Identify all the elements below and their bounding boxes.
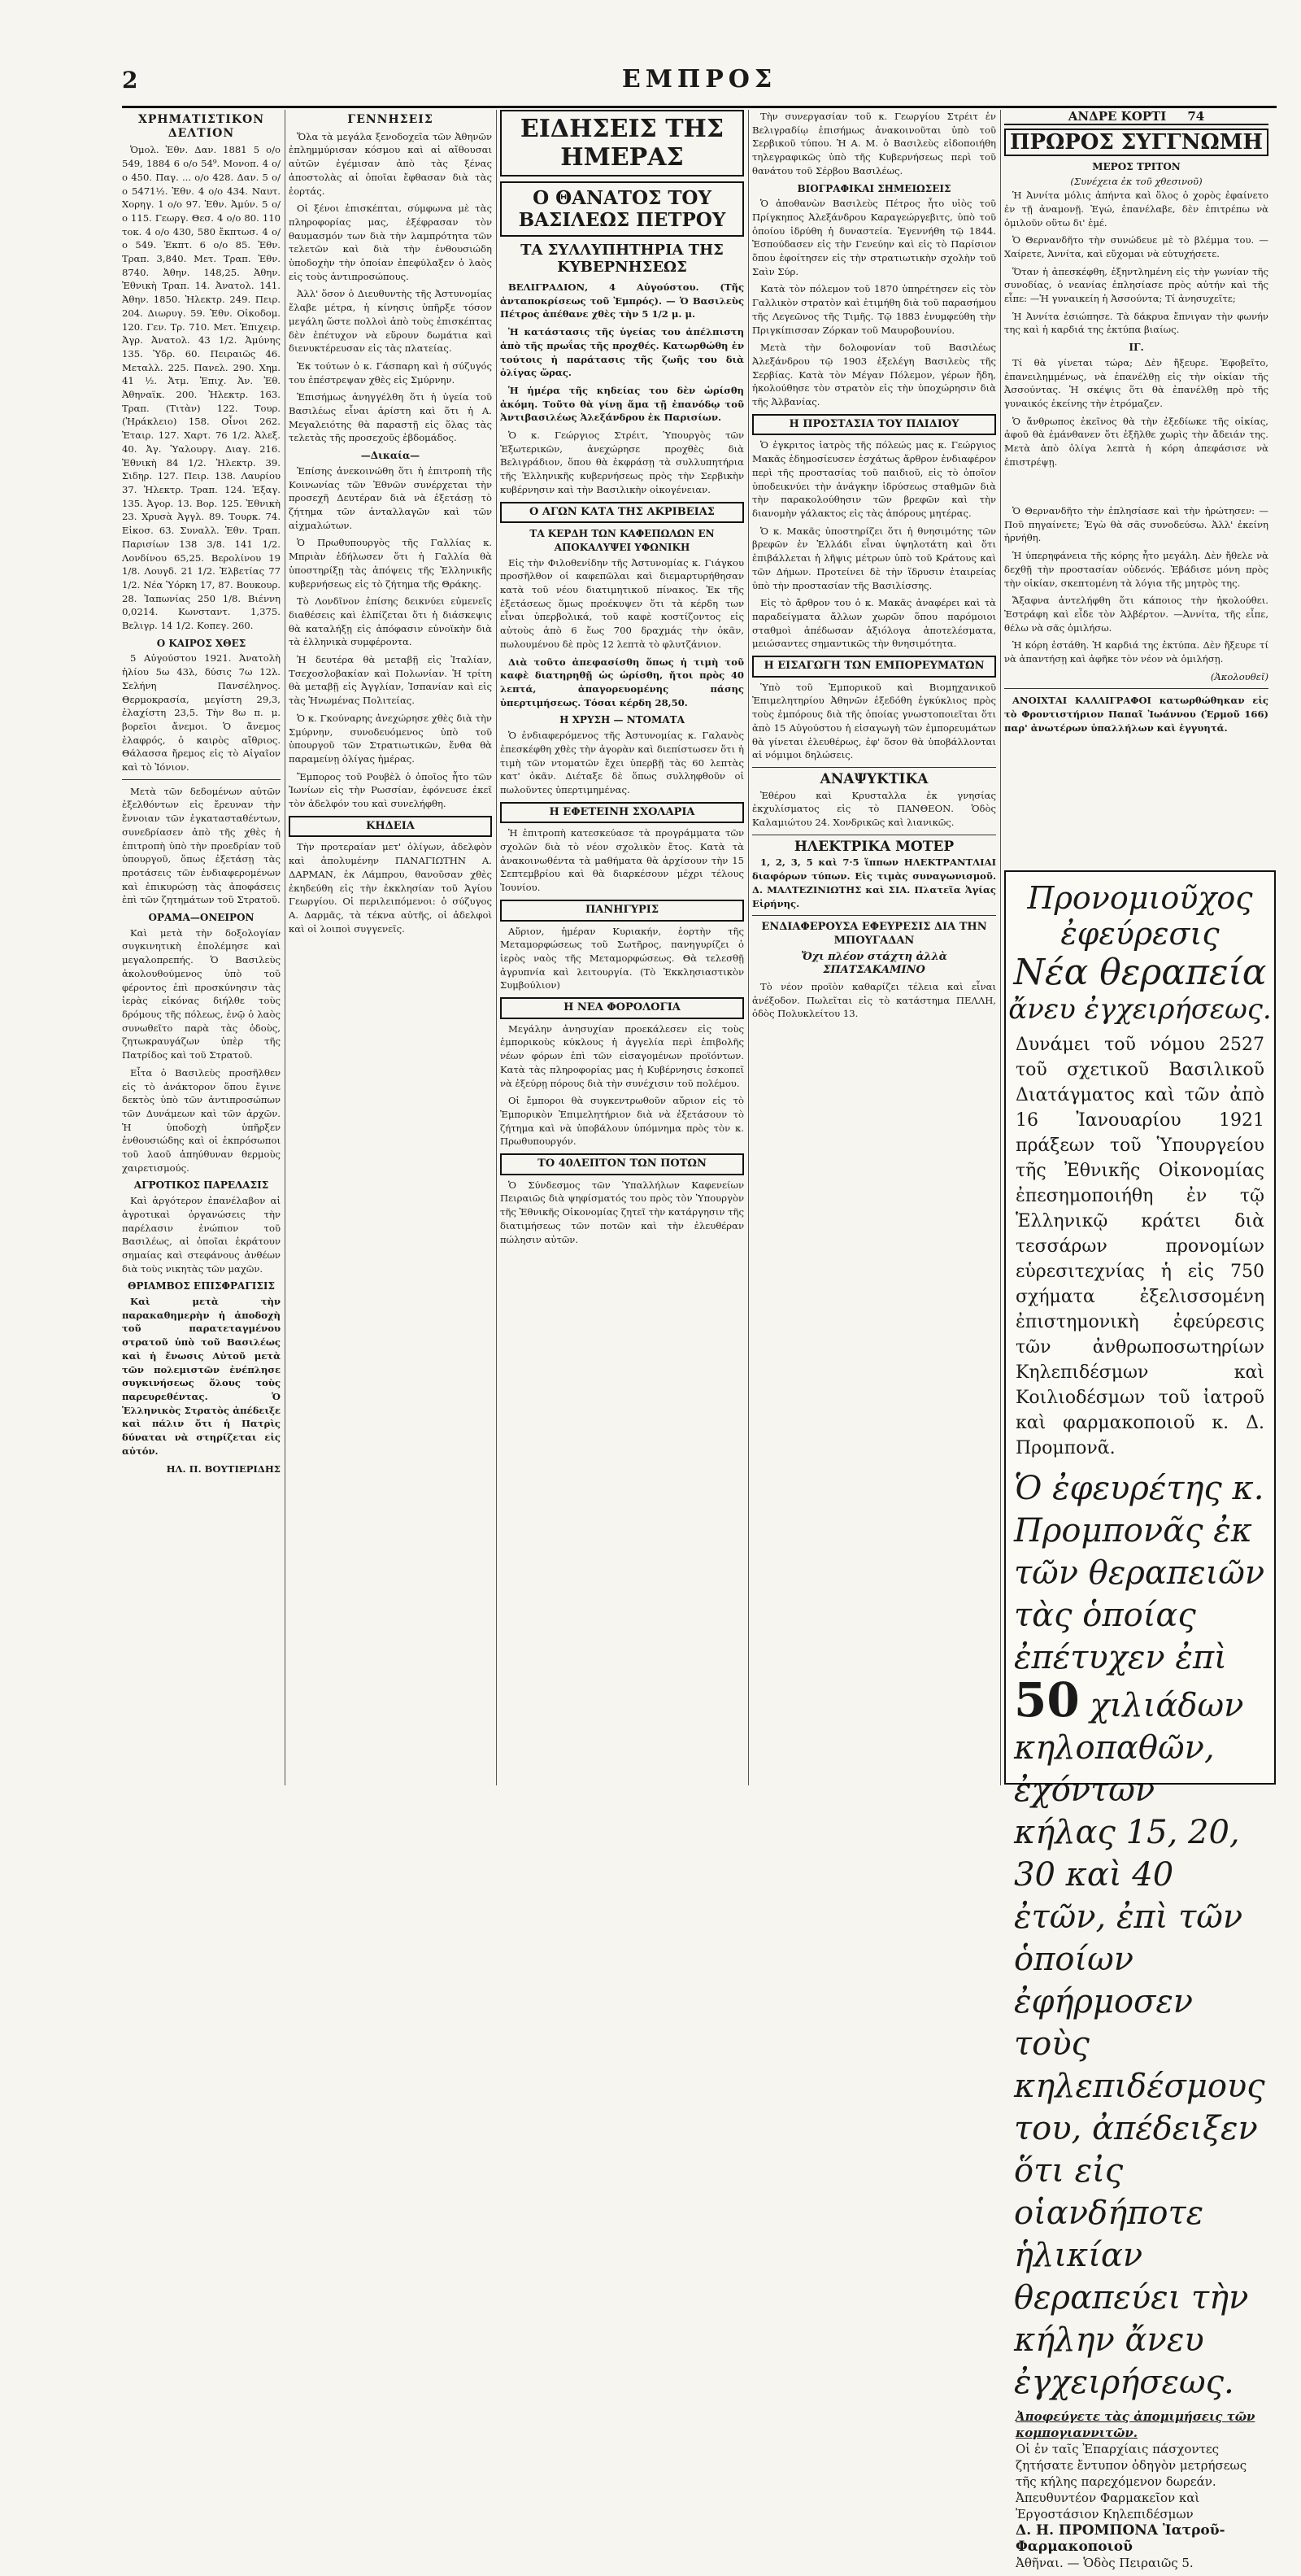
divider [752,767,996,768]
column-rule [748,110,749,1785]
ad-footer-text: Οἱ ἐν ταῖς Ἐπαρχίαις πάσχοντες ζητήσατε ἔντυπον ὁδηγὸν μετρήσεως τῆς κήλης παρεχόμενον δωρεάν. [1016,2442,1247,2489]
ad-invention-subtitle: Ὄχι πλέον στάχτη ἀλλὰ ΣΠΑΤΣΑΚΑΜΙΝΟ [801,950,947,977]
article-paragraph: Ὁ ἐγκριτος ἰατρὸς τῆς πόλεώς μας κ. Γεώργιος Μακᾶς ἐδημοσίευσεν ἐσχάτως ἄρθρον ἐνδιαφέρον περὶ τῆς προστασίας τοῦ παιδιοῦ, εἰς τὸ ὁποῖον ὑποδεικνύει τὴν ἀνάγκην ἱδρύσεως σταθμῶν διὰ τὴν παρακολούθησιν τῶν βρεφῶν καὶ τὴν διανομὴν γάλακτος εἰς τὰς ἀπόρους μητέρας. [752,439,996,519]
funeral-title: ΚΗΔΕΙΑ [289,816,492,838]
ad-refreshments-title: ΑΝΑΨΥΚΤΙΚΑ [820,770,929,787]
section-title: ΓΕΝΝΗΣΕΙΣ [347,113,433,126]
ad-headline-3: ἄνευ ἐγχειρήσεως. [1008,993,1272,1026]
king-death-subheadline: ΤΑ ΣΥΛΛΥΠΗΤΗΡΙΑ ΤΗΣ ΚΥΒΕΡΝΗΣΕΩΣ [520,242,724,276]
ad-claim [1006,1467,1274,2404]
hernia-truss-advertisement [1004,870,1276,2570]
ad-warning: Ἀποφεύγετε τὰς ἀπομιμήσεις τῶν κομπογιαννιτῶν. [1016,2409,1255,2440]
article-paragraph: Ὁ κ. Γεώργιος Στρέιτ, Ὑπουργὸς τῶν Ἐξωτερικῶν, ἀνεχώρησε προχθὲς διὰ Βελιγράδιον, ὅπου θὰ ἐκφράσῃ τὰ συλλυπητήρια τῆς Ἑλληνικῆς κυβερνήσεως πρὸς τὴν Σερβικὴν κυβέρνησιν καὶ τὴν Βασιλικὴν οἰκογένειαν. [500,429,744,495]
king-death-headline: Ο ΘΑΝΑΤΟΣ ΤΟΥ ΒΑΣΙΛΕΩΣ ΠΕΤΡΟΥ [500,181,744,237]
ad-refreshments-text: Ἐθέρου καὶ Κρυσταλλα ἐκ γνησίας ἐκχυλίσματος εἰς τὸ ΠΑΝΘΕΟΝ. Ὁδὸς Καλαμιώτου 24. Χονδρικῶς καὶ λιανικῶς. [752,789,996,829]
serial-title: ΠΡΩΡΟΣ ΣΥΓΓΝΩΜΗ [1004,129,1268,156]
article-paragraph: Ἐκ τούτων ὁ κ. Γάσπαρη καὶ ἡ σύζυγός του ἐπέστρεψαν χθὲς εἰς Σμύρνην. [289,360,492,386]
serial-continuation: (Συνέχεια ἐκ τοῦ χθεσινοῦ) [1070,176,1203,188]
market-report-title: ΧΡΗΜΑΤΙΣΤΙΚΟΝ ΔΕΛΤΙΟΝ [138,113,264,140]
article-paragraph: Ὁ Πρωθυπουργὸς τῆς Γαλλίας κ. Μπριὰν ἐδήλωσεν ὅτι ἡ Γαλλία θὰ ὑποστηρίξῃ τὰς ἀπόψεις τῆς Ἑλληνικῆς κυβερνήσεως εἰς τὸ ζήτημα τῆς Θράκης. [289,537,492,590]
article-paragraph: Τὴν συνεργασίαν τοῦ κ. Γεωργίου Στρέιτ ἐν Βελιγραδίῳ ἐπισήμως ἀνακοινοῦται ὑπὸ τοῦ Σερβικοῦ τύπου. Ἡ Α. Μ. ὁ Βασιλεὺς εἰδοποιήθη τηλεγραφικῶς ὑπὸ τῆς Κυβερνήσεως περὶ τοῦ θανάτου τοῦ Σέρβου Βασιλέως. [752,111,996,177]
article-paragraph: Μετὰ τῶν δεδομένων αὐτῶν ἐξελθόντων εἰς ἔρευναν τὴν ἔννοιαν τῶν ἐγκατασταθέντων, συνεδρίασεν ἀπὸ τῆς χθὲς ἡ ἐπιτροπὴ ὑπὸ τὴν προεδρίαν τοῦ ὑπουργοῦ, ὅπως ἐξετάσῃ τὰς προτάσεις τῶν ἐνδιαφερομένων καὶ ἐπικυρώσῃ τὰς ἀποφάσεις ἐπὶ τῶν ζητημάτων τοῦ Στρατοῦ. [122,785,281,906]
article-paragraph: Κατὰ τὸν πόλεμον τοῦ 1870 ὑπηρέτησεν εἰς τὸν Γαλλικὸν στρατὸν καὶ ἐτιμήθη διὰ τοῦ παρασήμου τῆς Λεγεῶνος τῆς Τιμῆς. Τῷ 1883 ἐνυμφεύθη τὴν Πριγκίπισσαν Ζόρκαν τοῦ Μαυροβουνίου. [752,283,996,336]
child-protection-headline: Η ΠΡΟΣΤΑΣΙΑ ΤΟΥ ΠΑΙΔΙΟΥ [752,414,996,436]
serial-author: ΑΝΔΡΕ ΚΟΡΤΙ [1068,109,1167,124]
article-paragraph: Καὶ ἀργότερον ἐπανέλαβον αἱ ἀγροτικαὶ ὀργανώσεις τὴν παρέλασιν ἐνώπιον τοῦ Βασιλέως, αἱ ὁποῖαι ἐκράτουν σημαίας καὶ στεφάνους ἀνθέων διὰ τοὺς νικητὰς τῶν μαχῶν. [122,1195,281,1275]
ad-footer [1006,2404,1274,2576]
serial-chapter: ΙΓ. [1129,342,1144,354]
column-4 [752,110,996,1785]
article-paragraph: Ὁ κ. Γκούναρης ἀνεχώρησε χθὲς διὰ τὴν Σμύρνην, συνοδευόμενος ὑπὸ τοῦ ὑπουργοῦ τῶν Στρατιωτικῶν, ἔνθα θὰ παραμείνῃ ὀλίγας ἡμέρας. [289,712,492,765]
ad-footer-text: Ἀπευθυντέον Φαρμακεῖον καὶ Ἐργοστάσιον Κηλεπιδέσμων [1016,2491,1200,2522]
article-paragraph: Ἡ ἡμέρα τῆς κηδείας του δὲν ὡρίσθη ἀκόμη. Τοῦτο θὰ γίνῃ ἅμα τῇ ἐπανόδῳ τοῦ Ἀντιβασιλέως Ἀλεξάνδρου ἐκ Παρισίων. [500,384,744,424]
divider [122,779,281,780]
fair-headline: ΠΑΝΗΓΥΡΙΣ [500,900,744,922]
article-paragraph: Εἶτα ὁ Βασιλεὺς προσῆλθεν εἰς τὸ ἀνάκτορον ὅπου ἔγινε δεκτὸς ὑπὸ τῶν ἀντιπροσώπων τῶν Δυνάμεων καὶ τῶν ἀρχῶν. Ἡ ὑποδοχὴ ὑπῆρξεν ἐνθουσιώδης καὶ οἱ ἐκπρόσωποι τοῦ λαοῦ ἀπηύθυναν θερμοὺς χαιρετισμούς. [122,1066,281,1174]
column-1 [122,110,281,1785]
ad-headline-1: Προνομιοῦχος ἐφεύρεσις [1027,880,1253,952]
article-paragraph: Ὁ ἐνδιαφερόμενος τῆς Ἀστυνομίας κ. Γαλανὸς ἐπεσκέφθη χθὲς τὴν ἀγορὰν καὶ διεπίστωσεν ὅτι ἡ τιμὴ τῶν ντοματῶν ἔχει ὑπερβῇ τὰς 60 λεπτὰς κατ' ὀκᾶν. Διέταξε δὲ ὅπως συλληφθοῦν οἱ πωλοῦντες ὑπερτιμημένας. [500,730,744,795]
farmers-title: ΑΓΡΟΤΙΚΟΣ ΠΑΡΕΛΑΣΙΣ [133,1179,269,1192]
ad-headline-2: Νέα θεραπεία [1013,952,1267,993]
article-paragraph: Ὑπὸ τοῦ Ἐμπορικοῦ καὶ Βιομηχανικοῦ Ἐπιμελητηρίου Ἀθηνῶν ἐξεδόθη ἐγκύκλιος πρὸς τοὺς ἐμπόρους διὰ τῆς ὁποίας γνωστοποιεῖται ὅτι ἀπὸ 15 Αὐγούστου ἡ εἰσαγωγὴ τῶν ἐμπορευμάτων θὰ γίνεται ἐλευθέρως, ἐφ' ὅσον θὰ ὑποβάλλονται αἱ νόμιμοι δηλώσεις. [752,681,996,761]
serial-number: 74 [1187,109,1205,124]
masthead: ΕΜΠΡΟΣ [621,65,777,94]
funeral-text: Τὴν προτεραίαν μετ' ὀλίγων, ἀδελφὸν καὶ ἀπολυμένην ΠΑΝΑΓΙΩΤΗΝ Α. ΔΑΡΜΑΝ, ἐκ Λάμπρου, θανοῦσαν χθὲς ἐκηδεύθη εἰς τὴν ἐκκλησίαν τοῦ Ἁγίου Γεωργίου. Οἱ περιλειπόμενοι: ὁ σύζυγος Α. Δαρμᾶς, τὰ τέκνα αὐτῆς, οἱ ἀδελφοὶ καὶ οἱ λοιποὶ συγγενεῖς. [289,841,492,935]
ad-address: Ἀθῆναι. — Ὁδὸς Πειραιῶς 5. [1016,2556,1194,2570]
divider [752,915,996,916]
article-paragraph: Εἰς τὴν Φιλοθενίδην τῆς Ἀστυνομίας κ. Γιάγκου προσῆλθον οἱ καφεπῶλαι καὶ διεμαρτυρήθησαν κατὰ τοῦ νέου διατιμητικοῦ πίνακος. Ἐκ τῆς ἐξετάσεως ὅμως προέκυψεν ὅτι τὰ κέρδη των εἶναι ὑπερβολικά, τοῦ καφὲ κοστίζοντος εἰς αὐτοὺς ἀπὸ 6 ἕως 700 δραχμάς τὴν ὀκᾶν, πωλουμένου δὲ πρὸς 12 λεπτὰ τὸ φλυτζάνιον. [500,556,744,650]
serial-paragraph: Ἡ Ἀννίτα ἐσιώπησε. Τὰ δάκρυα ἔπνιγαν τὴν φωνήν της καὶ ἡ καρδιά της ἐκτύπα βιαίως. [1004,310,1268,336]
ad-claim-lead: Ὁ ἐφευρέτης κ. Προμπονᾶς ἐκ τῶν θεραπειῶν τὰς ὁποίας ἐπέτυχεν ἐπὶ [1014,1470,1265,1676]
article-paragraph: Ἡ δευτέρα θὰ μεταβῇ εἰς Ἰταλίαν, Τσεχοσλοβακίαν καὶ Πολωνίαν. Ἡ τρίτη θὰ μεταβῇ εἰς Ἀγγλίαν, Ἰσπανίαν καὶ εἰς τὰς Ἡνωμένας Πολιτείας. [289,654,492,707]
article-paragraph: Μετὰ τὴν δολοφονίαν τοῦ Βασιλέως Ἀλεξάνδρου τῷ 1903 ἐξελέγη Βασιλεὺς τῆς Σερβίας. Κατὰ τὸν Μέγαν Πόλεμον, γέρων ἤδη, ἠκολούθησε τὸν στρατὸν εἰς τὴν ὑποχώρησιν διὰ τῆς Ἀλβανίας. [752,342,996,408]
article-paragraph: Καὶ μετὰ τὴν παρακαθημερὴν ἡ ἀποδοχὴ τοῦ παρατεταγμένου στρατοῦ ὑπὸ τοῦ Βασιλέως καὶ ἡ ἔνωσις Αὐτοῦ μετὰ τῶν πολεμιστῶν ἐνέπλησε συγκινήσεως ὅλους τοὺς παρευρεθέντας. Ὁ Ἑλληνικὸς Στρατὸς ἀπέδειξε καὶ πάλιν ὅτι ἡ Πατρὶς δύναται νὰ στηρίζεται εἰς αὐτόν. [122,1296,281,1457]
article-paragraph: Ὁ κ. Μακᾶς ὑποστηρίζει ὅτι ἡ θνησιμότης τῶν βρεφῶν ἐν Ἑλλάδι εἶναι ὑψηλοτάτη καὶ ὅτι ἐπιβάλλεται ἡ λῆψις μέτρων ὑπὸ τοῦ Κράτους καὶ τῶν Δήμων. Προτείνει δὲ τὴν ἵδρυσιν ἐταιρείας ὑπὸ τὴν προστασίαν τῆς Βασιλίσσης. [752,525,996,591]
column-rule [1000,110,1001,1785]
article-paragraph: Ἐπίσης ἀνεκοινώθη ὅτι ἡ ἐπιτροπὴ τῆς Κοινωνίας τῶν Ἐθνῶν συνέρχεται τὴν προσεχῆ Δευτέραν διὰ νὰ ἐξετάσῃ τὸ ζήτημα τῶν ἀνταλλαγῶν καὶ τῶν αἰχμαλώτων. [289,464,492,531]
article-paragraph: Ὅλα τὰ μεγάλα ξενοδοχεῖα τῶν Ἀθηνῶν ἐπλημμύρισαν κόσμου καὶ αἱ αἴθουσαι αὐτῶν ἐγέμισαν ἀπὸ τὰς ξένας ἀποστολὰς αἱ ὁποῖαι ἔφθασαν διὰ τὰς ἑορτάς. [289,130,492,197]
ad-motors-title: ΗΛΕΚΤΡΙΚΑ ΜΟΤΕΡ [794,838,955,855]
article-paragraph: Διὰ τοῦτο ἀπεφασίσθη ὅπως ἡ τιμὴ τοῦ καφὲ διατηρηθῇ ὡς ὡρίσθη, ἤτοι πρὸς 40 λεπτά, ἀπαγορευομένης πάσης ὑπερτιμήσεως. Τόσαι κέρδη 28,50. [500,656,744,708]
calligraphy-ad: ΑΝΟΙΧΤΑΙ ΚΑΛΛΙΓΡΑΦΟΙ κατωρθώθηκαν εἰς τὸ Φροντιστήριον Παπαῖ Ἰωάννου (Ἑρμοῦ 166) παρ' ἀνωτέρων ὑπαλλήλων καὶ ἐγγυητά. [1004,695,1268,734]
import-headline: Η ΕΙΣΑΓΩΓΗ ΤΩΝ ΕΜΠΟΡΕΥΜΑΤΩΝ [752,656,996,678]
column-2 [289,110,492,1785]
ad-motors-text: 1, 2, 3, 5 καὶ 7·5 ἵππων ΗΛΕΚΤΡΑΝΤΛΙΑΙ διαφόρων τύπων. Εἰς τιμὰς συναγωνισμοῦ. Δ. ΜΑΛΤΕΖΙΝΙΩΤΗΣ καὶ ΣΙΑ. Πλατεῖα Ἁγίας Εἰρήνης. [752,856,996,909]
column-5-serial-continued [1004,504,1268,862]
weather-text: 5 Αὐγούστου 1921. Ἀνατολὴ ἡλίου 5ω 43λ, δύσις 7ω 12λ. Σελήνη Πανσέληνος. Θερμοκρασία, μεγίστη 29,3, ἐλαχίστη 23,5. Τὴν 8ω π. μ. βορεῖοι ἄνεμοι. Ὁ ἄνεμος ἐλαφρός, ὁ καιρὸς αἴθριος. Θάλασσα ἤρεμος εἰς τὸ Αἰγαῖον καὶ τὸ Ἰόνιον. [122,652,281,774]
article-paragraph: Τὸ Λονδῖνον ἐπίσης δεικνύει εὐμενεῖς διαθέσεις καὶ ἐλπίζεται ὅτι ἡ διάσκεψις θὰ καταλήξῃ εἰς ἀπόφασιν εὐνοϊκὴν διὰ τὰ ἑλληνικὰ συμφέροντα. [289,595,492,648]
serial-paragraph: Τί θὰ γίνεται τώρα; Δὲν ἤξευρε. Ἐφοβεῖτο, ἐπανειλημμένως, νὰ ἐπανέλθῃ εἰς τὴν οἰκίαν τῆς Ἀσσούντας. Ἡ σκέψις ὅτι θὰ ἐπανέλθῃ πρὸ τῆς γυναικός ἐκείνης τὴν ἐτρόμαζεν. [1004,356,1268,409]
tax-headline: Η ΝΕΑ ΦΟΡΟΛΟΓΙΑ [500,997,744,1019]
ad-invention-text: Τὸ νέον προϊὸν καθαρίζει τέλεια καὶ εἶναι ἀνέξοδον. Πωλεῖται εἰς τὸ κατάστημα ΠΕΛΛΗ, ὁδὸς Πολυκλείτου 13. [752,981,996,1020]
news-of-day-banner: ΕΙΔΗΣΕΙΣ ΤΗΣ ΗΜΕΡΑΣ [500,110,744,177]
ad-body: Δυνάμει τοῦ νόμου 2527 τοῦ σχετικοῦ Βασιλικοῦ Διατάγματος καὶ τῶν ἀπὸ 16 Ἰανουαρίου 1921 πράξεων τοῦ Ὑπουργείου τῆς Ἐθνικῆς Οἰκονομίας ἐπεσημοποιήθη ἐν τῷ Ἑλληνικῷ κράτει διὰ τεσσάρων προνομίων εὑρεσιτεχνίας ἡ εἰς 750 σχήματα ἐξελισσομένη ἐπιστημονικὴ ἐφεύρεσις τῶν ἀνθρωποσωτηρίων Κηλεπιδέσμων καὶ Κοιλιοδέσμων τοῦ ἰατροῦ καὶ φαρμακοποιοῦ κ. Δ. Προμπονᾶ. [1016,1035,1264,1458]
market-report-text: Ὁμολ. Ἐθν. Δαν. 1881 5 ο/ο 549, 1884 6 ο/ο 54⁹. Μονοπ. 4 ο/ο 450. Παγ. ... ο/ο 428. Δαν. 5 ο/ο 5471½. Ἐθν. 4 ο/ο 434. Ναυτ. Χορηγ. 1 ο/ο 97. Ἐθν. Ἀμύν. 5 ο/ο 115. Γεωργ. Θεσ. 4 ο/ο 80. 110 τοκ. 4 ο/ο 430, 580 ἔκπτωσ. 4 ο/ο 549. Ἐκπτ. 6 ο/ο 85. Ἐθν. Τραπ. 3,840. Μετ. Τραπ. Ἐθν. 8740. Ἀθην. 148,25. Ἀθην. Ἐθνικὴ Τραπ. 14. Ἀνατολ. 141. Ἀθην. 1850. Ἠλεκτρ. 249. Πειρ. 204. Διωρυγ. 59. Ἐθν. Οἰκοδομ. 120. Γεν. Τρ. 710. Μετ. Ἐπιχειρ. Ἀγρ. Ἀνατολ. 43 1/2. Ἀμύνης 135. Ὑδρ. 60. Πειραιῶς 46. Μεταλλ. 225. Πανελ. 290. Χημ. 41 ½. Ἀτμ. Ἐπιχ. Ἀν. Ἐθ. Ἀθηναϊκ. 200. Ἠλεκτρ. 163. Τραπ. (Τιτὰν) 122. Τουρ. (Ἠράκλειο) 158. Οἶνοι 262. Ἐταιρ. 127. Χαρτ. 76 1/2. Ἀλεξ. 40. Ἀγ. Ὑαλουργ. Διαγ. 216. Ἐθνικὴ 84 1/2. Ἡλεκτρ. 39. Σιδηρ. 127. Πειρ. 138. Λαυρίου 37. Ἠλεκτρ. Τραπ. 124. Ἐξαγ. 135. Ἀγορ. 13. Βορ. 125. Ἐθνικὴ 23. Χρυσὰ Ἀγγλ. 89. Τουρκ. 74. Εἰκοσ. 63. Συναλλ. Ἐθν. Τραπ. Παρισίων 138 3/8. 141 1/2. Λονδίνου 65,25. Βερολίνου 19 1/8. Λουγδ. 21 1/2. Ἑλβετίας 77 1/2. Νέα Ὑόρκη 17, 87. Βουκουρ. 28. Ἰαπωνίας 250 1/8. Βιέννη 0,0214. Κωνσταντ. 1,375. Βελιγρ. 14 1/2. Κοπεγ. 260. [122,144,281,632]
ad-company: Δ. Η. ΠΡΟΜΠΟΝΑ Ἰατροῦ-Φαρμακοποιοῦ [1016,2522,1225,2555]
article-paragraph: Αὔριον, ἡμέραν Κυριακήν, ἑορτὴν τῆς Μεταμορφώσεως τοῦ Σωτῆρος, πανηγυρίζει ὁ ἱερὸς ναὸς τῆς Μεταμορφώσεως. Θὰ τελεσθῇ ἀγρυπνία καὶ λειτουργία. (Τὸ Ἐκκλησιαστικὸν Συμβούλιον) [500,925,744,992]
prices-subheadline: ΤΑ ΚΕΡΔΗ ΤΩΝ ΚΑΦΕΠΩΛΩΝ ΕΝ ΑΠΟΚΑΛΥΨΕΙ ΥΦΩΝΙΚΗ [529,528,715,553]
triumph-title: ΘΡΙΑΜΒΟΣ ΕΠΙΣΦΡΑΓΙΣΙΣ [127,1280,276,1292]
page-number: 2 [122,67,138,94]
gold-headline: Η ΧΡΥΣΗ — ΝΤΟΜΑΤΑ [559,714,685,726]
bio-headline: ΒΙΟΓΡΑΦΙΚΑΙ ΣΗΜΕΙΩΣΕΙΣ [797,182,951,194]
article-paragraph: ΒΕΛΙΓΡΑΔΙΟΝ, 4 Αὐγούστου. (Τῆς ἀνταποκρίσεως τοῦ Ἐμπρός). — Ὁ Βασιλεὺς Πέτρος ἀπέθανε χθὲς τὴν 5 1/2 μ. μ. [500,281,744,320]
serial-paragraph: Ὁ Θερνανδῆτο τὴν ἐπλησίασε καὶ τὴν ἠρώτησεν: —Ποῦ πηγαίνετε; Ἐγὼ θὰ σᾶς συνοδεύσω. Ἀλλ' ἐκείνη ἠρνήθη. [1004,505,1268,544]
dream-title: ΟΡΑΜΑ—ΟΝΕΙΡΟΝ [148,912,255,924]
school-headline: Η ΕΦΕΤΕΙΝΗ ΣΧΟΛΑΡΙΑ [500,802,744,824]
article-paragraph: Μεγάλην ἀνησυχίαν προεκάλεσεν εἰς τοὺς ἐμπορικοὺς κύκλους ἡ ἀγγελία περὶ ἐπιβολῆς νέων φόρων ἐπὶ τῶν εἰσαγομένων προϊόντων. Κατὰ τὰς πληροφορίας μας ἡ Κυβέρνησις ἐσκοπεῖ νὰ ἐξεύρῃ πόρους διὰ τὴν συνέχισιν τοῦ πολέμου. [500,1022,744,1089]
column-3 [500,110,744,1785]
column-5-serial [1004,110,1268,500]
article-paragraph: Καὶ μετὰ τὴν δοξολογίαν συγκινητικὴ ἐπολέμησε καὶ μεγαλοπρεπής. Ὁ Βασιλεὺς ἀκολουθούμενος ὑπὸ τοῦ φέροντος ἐπὶ προσκύνησιν τὰς ἱερὰς εἰκόνας διήλθε τοὺς δρόμους τῆς πόλεως, ἐνῷ ὁ λαὸς συνωθεῖτο παρὰ τὰς ὁδοὺς, ζητωκραυγάζων ὑπὲρ τῆς Πατρίδος καὶ τοῦ Στρατοῦ. [122,926,281,1061]
column-rule [496,110,497,1785]
weather-title: Ο ΚΑΙΡΟΣ ΧΘΕΣ [156,637,246,649]
serial-paragraph: Ἄξαφνα ἀντελήφθη ὅτι κάποιος τὴν ἠκολούθει. Ἐστράφη καὶ εἶδε τὸν Ἀλβέρτον. —Ἀννίτα, τῆς εἶπε, θέλω νὰ σᾶς ὁμιλήσω. [1004,595,1268,634]
serial-header [1004,110,1268,125]
serial-to-be-continued: (Ἀκολουθεῖ) [1210,670,1268,682]
article-paragraph: Ἐπισήμως ἀνηγγέλθη ὅτι ἡ ὑγεία τοῦ Βασιλέως εἶναι ἀρίστη καὶ ὅτι ἡ Α. Μεγαλειότης θὰ παραστῇ εἰς ὅλας τὰς τελετὰς τῆς προσεχοῦς ἑβδομάδος. [289,391,492,444]
article-paragraph: Ἡ κατάστασις τῆς ὑγείας του ἀπέλπιστη ἀπὸ τῆς πρωΐας τῆς προχθές. Κατωρθώθη ἐν τούτοις ἡ παράτασις τῆς ζωῆς του διὰ ὀλίγας ὥρας. [500,326,744,379]
page-header [122,65,1277,108]
serial-paragraph: Ὅταν ἡ ἀπεσκέφθη, ἐξηντλημένη εἰς τὴν γωνίαν τῆς συνοδίας, ὁ νεανίας ἐπλησίασε πρὸς αὐτήν καὶ τῆς εἶπε: —Ἡ γυναικείη ἡ Ἀσσούντα; Τί ἀνησυχεῖτε; [1004,265,1268,305]
article-paragraph: Οἱ ἔμποροι θὰ συγκεντρωθοῦν αὔριον εἰς τὸ Ἐμπορικὸν Ἐπιμελητήριον διὰ νὰ ἐξετάσουν τὸ ζήτημα καὶ νὰ ὑποβάλουν ὑπόμνημα πρὸς τὸν κ. Πρωθυπουργόν. [500,1095,744,1148]
signature: ΗΛ. Π. ΒΟΥΤΙΕΡΙΔΗΣ [166,1462,281,1475]
divider [1004,688,1268,689]
serial-part: ΜΕΡΟΣ ΤΡΙΤΟΝ [1092,160,1181,172]
article-paragraph: Ἀλλ' ὅσον ὁ Διευθυντὴς τῆς Ἀστυνομίας ἔλαβε μέτρα, ἡ κίνησις ὑπῆρξε τόσον μεγάλη ὥστε πολλοὶ ἀπὸ τοὺς ἐπισκέπτας δὲν ἐπέτυχον νὰ εὕρουν δωμάτια καὶ διενυκτέρευσαν εἰς τὰς πλατείας. [289,288,492,355]
serial-paragraph: Ἡ Ἀννίτα μόλις ἀπήντα καὶ ὅλος ὁ χορὸς ἐφαίνετο ἐν τῇ ἀναμονῇ. Ἐγώ, ἐπανέλαβε, δὲν ἐπιτρέπω νὰ ὀμιλοῦν οὕτω δι' ἐμέ. [1004,190,1268,229]
article-paragraph: Ὁ ἀποθανὼν Βασιλεὺς Πέτρος ἦτο υἱὸς τοῦ Πρίγκηπος Ἀλεξάνδρου Καραγεώργεβιτς, ὑπὸ τοῦ ὁποίου ἱδρύθη ἡ δυναστεία. Ἐγεννήθη τῷ 1844. Ἐσπούδασεν εἰς τὴν Γενεύην καὶ εἰς τὸ Παρίσιον ὅπου ἐφοίτησεν εἰς τὴν στρατιωτικὴν σχολὴν τοῦ Σαὶν Σύρ. [752,198,996,277]
article-paragraph: Ὁ Σύνδεσμος τῶν Ὑπαλλήλων Καφενείων Πειραιῶς διὰ ψηφίσματός του πρὸς τὸν Ὑπουργὸν τῆς Ἐθνικῆς Οἰκονομίας ζητεῖ τὴν κατάργησιν τῆς διατιμήσεως τῶν ποτῶν καὶ τὴν ἐλευθέραν πώλησιν αὐτῶν. [500,1179,744,1245]
drinks-headline: ΤΟ 40ΛΕΠΤΟΝ ΤΩΝ ΠΟΤΩΝ [500,1153,744,1175]
serial-paragraph: Ὁ Θερνανδῆτο τὴν συνώδευε μὲ τὸ βλέμμα του. —Χαίρετε, Ἀννίτα, καὶ εὔχομαι νὰ εὐτυχήσετε. [1004,234,1268,259]
serial-paragraph: Ἡ ὑπερηφάνεια τῆς κόρης ἦτο μεγάλη. Δὲν ἤθελε νὰ δεχθῇ τὴν προστασίαν οὐδενός. Ἐβάδισε μόνη πρὸς τὴν οἰκίαν, σκεπτομένη τὰ λόγια τῆς μητρὸς της. [1004,550,1268,589]
ad-invention-title: ΕΝΔΙΑΦΕΡΟΥΣΑ ΕΦΕΥΡΕΣΙΣ ΔΙΑ ΤΗΝ ΜΠΟΥΓΑΔΑΝ [761,921,987,947]
article-paragraph: Ἔμπορος τοῦ Ρουβὲλ ὁ ὁποῖος ἦτο τῶν Ἰωνίων εἰς τὴν Ρωσσίαν, ἐφόνευσε ἐκεῖ τὸν ἀδελφόν του καὶ συνελήφθη. [289,770,492,810]
prices-headline: Ο ΑΓΩΝ ΚΑΤΑ ΤΗΣ ΑΚΡΙΒΕΙΑΣ [500,502,744,524]
ad-claim-number: 50 [1014,1672,1080,1728]
article-paragraph: Οἱ ξένοι ἐπισκέπται, σύμφωνα μὲ τὰς πληροφορίας μας, ἐξέφρασαν τὸν θαυμασμόν των διὰ τὴν λαμπρότητα τῶν τελετῶν καὶ διὰ τὴν ἐνθουσιώδη ὑποδοχὴν τὴν ὁποίαν ἐπεφύλαξεν ὁ λαὸς εἰς τοὺς ἀντιπροσώπους. [289,203,492,282]
ad-claim-rest: χιλιάδων κηλοπαθῶν, ἐχόντων κήλας 15, 20, 30 καὶ 40 ἐτῶν, ἐπὶ τῶν ὁποίων ἐφήρμοσεν τοὺς κηλεπιδέσμους του, ἀπέδειξεν ὅτι εἰς οἱανδήποτε ἡλικίαν θεραπεύει τὴν κήλην ἄνευ ἐγχειρήσεως. [1014,1687,1265,2401]
serial-paragraph: Ἡ κόρη ἐστάθη. Ἡ καρδιά της ἐκτύπα. Δὲν ἤξευρε τί νὰ ἀπαντήσῃ καὶ ἀφῆκε τὸν νέον νὰ ὁμιλήσῃ. [1004,639,1268,665]
serial-paragraph: Ὁ ἄνθρωπος ἐκεῖνος θὰ τὴν ἐξεδίωκε τῆς οἰκίας, ἀφοῦ θὰ ἐμάνθανεν ὅτι ἐξῆλθε χωρὶς τὴν ἄδειάν της. Μετὰ ἀπὸ ὀλίγα λεπτὰ ἡ κόρη ἀπεφάσισε νὰ ἐπιστρέψῃ. [1004,415,1268,468]
section-subtitle: —Δικαία— [360,450,420,462]
article-paragraph: Εἰς τὸ ἄρθρον του ὁ κ. Μακᾶς ἀναφέρει καὶ τὰ παραδείγματα ἄλλων χωρῶν ὅπου παρόμοιοι σταθμοὶ ἀπέδωσαν ἀξιόλογα ἀποτελέσματα, μειώσαντες σημαντικῶς τὴν θνησιμότητα. [752,597,996,650]
article-paragraph: Ἡ ἐπιτροπὴ κατεσκεύασε τὰ προγράμματα τῶν σχολῶν διὰ τὸ νέον σχολικὸν ἔτος. Κατὰ τὰ ἀνακοινωθέντα τὰ μαθήματα θὰ ἀρχίσουν τὴν 15 Σεπτεμβρίου καὶ θὰ διαρκέσουν μέχρι τέλους Ἰουνίου. [500,827,744,894]
